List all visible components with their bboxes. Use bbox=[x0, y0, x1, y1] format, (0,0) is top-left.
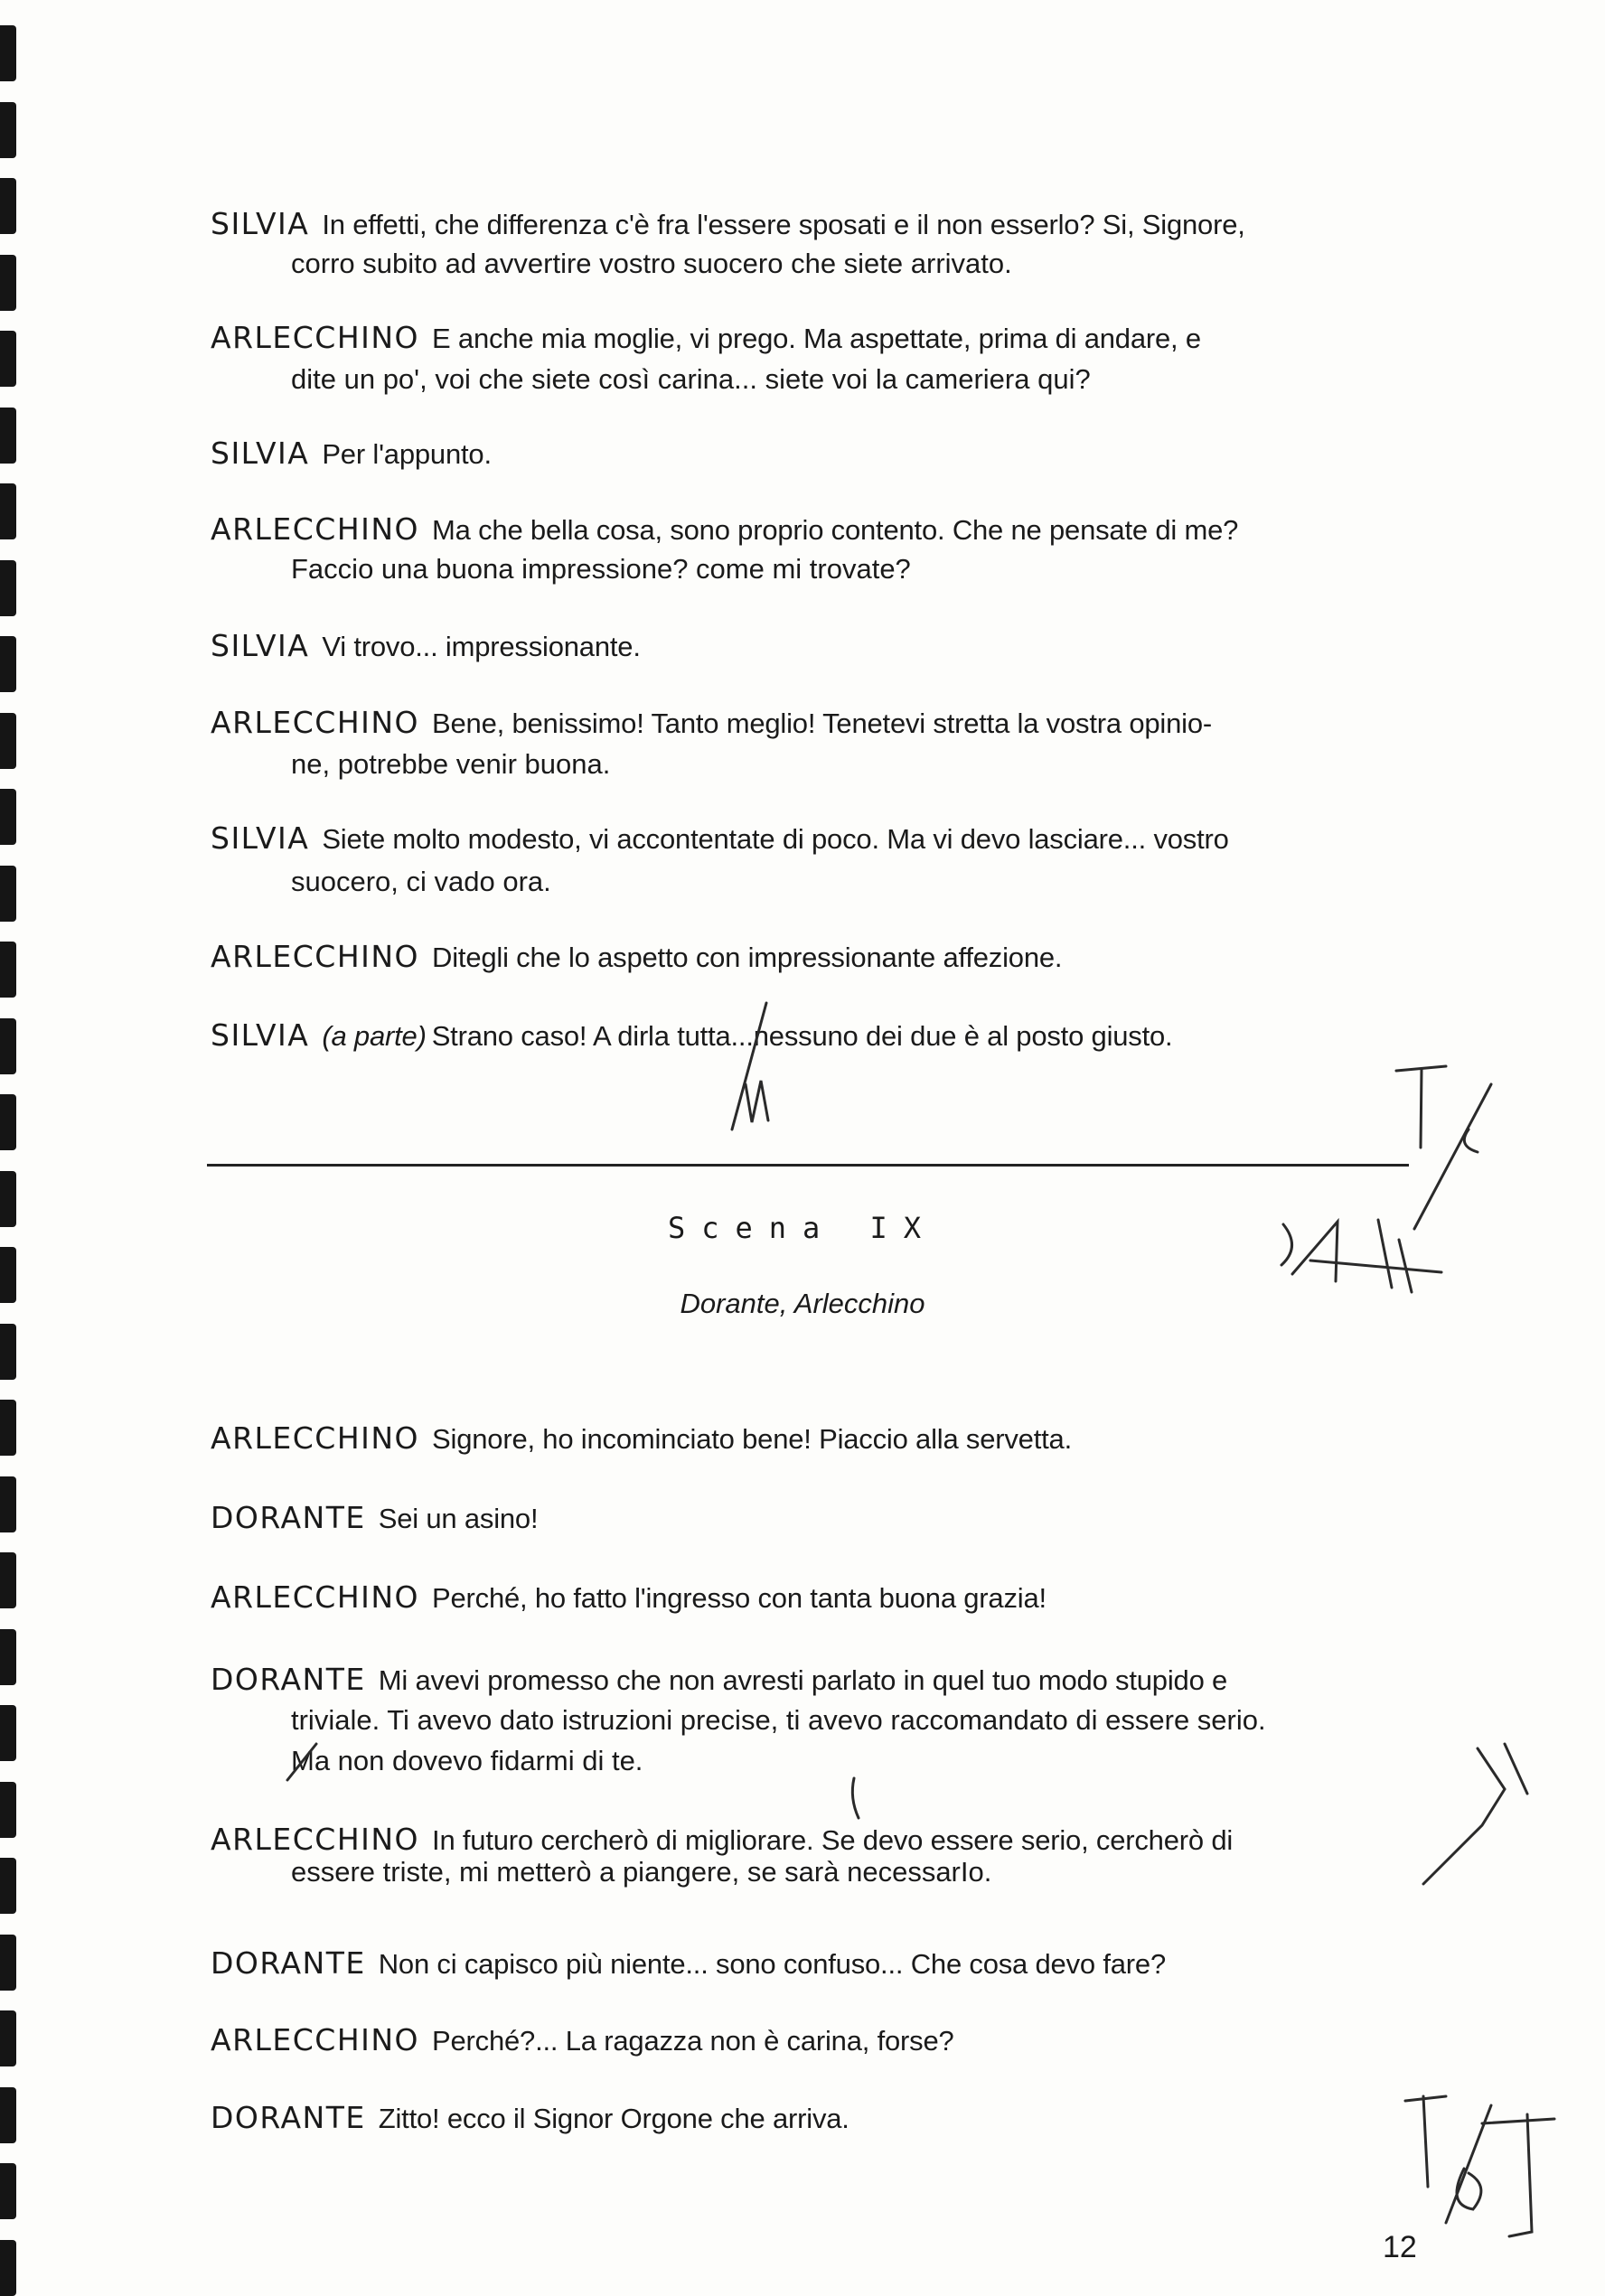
dialogue-text: In futuro cercherò di migliorare. Se devo essere serio, cercherò di bbox=[432, 1824, 1234, 1856]
stage-direction: (a parte) bbox=[322, 1020, 427, 1052]
speaker-name: SILVIA bbox=[211, 628, 310, 663]
speaker-name: SILVIA bbox=[211, 206, 310, 241]
dialogue-text: Zitto! ecco il Signor Orgone che arriva. bbox=[378, 2103, 849, 2134]
dialogue-text: Non ci capisco più niente... sono confuso... Che cosa devo fare? bbox=[378, 1948, 1166, 1980]
dialogue-text: Bene, benissimo! Tanto meglio! Tenetevi stretta la vostra opinio- bbox=[432, 708, 1212, 739]
dialogue-continuation: dite un po', voi che siete così carina... siete voi la cameriera qui? bbox=[291, 363, 1091, 395]
speaker-name: ARLECCHINO bbox=[211, 1579, 420, 1615]
dialogue-continuation: Ma non dovevo fidarmi di te. bbox=[291, 1745, 643, 1776]
dialogue-text: Ditegli che lo aspetto con impressionante affezione. bbox=[432, 942, 1063, 973]
speaker-name: ARLECCHINO bbox=[211, 2022, 420, 2057]
speaker-name: ARLECCHINO bbox=[211, 320, 420, 355]
dialogue-text: Vi trovo... impressionante. bbox=[322, 631, 641, 662]
dialogue-text: Sei un asino! bbox=[378, 1503, 539, 1534]
speaker-name: DORANTE bbox=[211, 1945, 366, 1981]
dialogue-text: Per l'appunto. bbox=[322, 438, 492, 470]
dialogue-text: Siete molto modesto, vi accontentate di poco. Ma vi devo lasciare... vostro bbox=[322, 823, 1229, 855]
scene-title: Scena IX bbox=[667, 1211, 938, 1245]
speaker-name: ARLECCHINO bbox=[211, 1420, 420, 1456]
dialogue-continuation: corro subito ad avvertire vostro suocero che siete arrivato. bbox=[291, 248, 1012, 279]
dialogue-text: Perché?... La ragazza non è carina, forse? bbox=[432, 2025, 954, 2057]
dialogue-continuation: Faccio una buona impressione? come mi trovate? bbox=[291, 553, 911, 585]
scene-characters: Dorante, Arlecchino bbox=[680, 1288, 925, 1319]
dialogue-text: E anche mia moglie, vi prego. Ma aspettate, prima di andare, e bbox=[432, 323, 1201, 354]
dialogue-text: Perché, ho fatto l'ingresso con tanta buona grazia! bbox=[432, 1582, 1047, 1614]
speaker-name: ARLECCHINO bbox=[211, 511, 420, 547]
speaker-name: SILVIA bbox=[211, 820, 310, 856]
dialogue-continuation: triviale. Ti avevo dato istruzioni precise, ti avevo raccomandato di essere serio. bbox=[291, 1704, 1266, 1736]
speaker-name: ARLECCHINO bbox=[211, 1822, 420, 1857]
speaker-name: DORANTE bbox=[211, 1662, 366, 1697]
speaker-name: DORANTE bbox=[211, 2100, 366, 2135]
dialogue-text: In effetti, che differenza c'è fra l'essere sposati e il non esserlo? Si, Signore, bbox=[322, 209, 1245, 240]
dialogue-continuation: suocero, ci vado ora. bbox=[291, 866, 551, 897]
dialogue-text: Mi avevi promesso che non avresti parlato in quel tuo modo stupido e bbox=[378, 1664, 1228, 1696]
dialogue-continuation: essere triste, mi metterò a piangere, se sarà necessarIo. bbox=[291, 1856, 992, 1888]
speaker-name: SILVIA bbox=[211, 436, 310, 471]
dialogue-text: Signore, ho incominciato bene! Piaccio alla servetta. bbox=[432, 1423, 1073, 1455]
dialogue-text: Strano caso! A dirla tutta...nessuno dei due è al posto giusto. bbox=[431, 1020, 1173, 1052]
speaker-name: ARLECCHINO bbox=[211, 705, 420, 740]
dialogue-continuation: ne, potrebbe venir buona. bbox=[291, 748, 611, 780]
page-number: 12 bbox=[1383, 2230, 1417, 2264]
speaker-name: SILVIA bbox=[211, 1017, 310, 1053]
dialogue-text: Ma che bella cosa, sono proprio contento. Che ne pensate di me? bbox=[432, 514, 1239, 546]
speaker-name: DORANTE bbox=[211, 1500, 366, 1535]
speaker-name: ARLECCHINO bbox=[211, 939, 420, 974]
